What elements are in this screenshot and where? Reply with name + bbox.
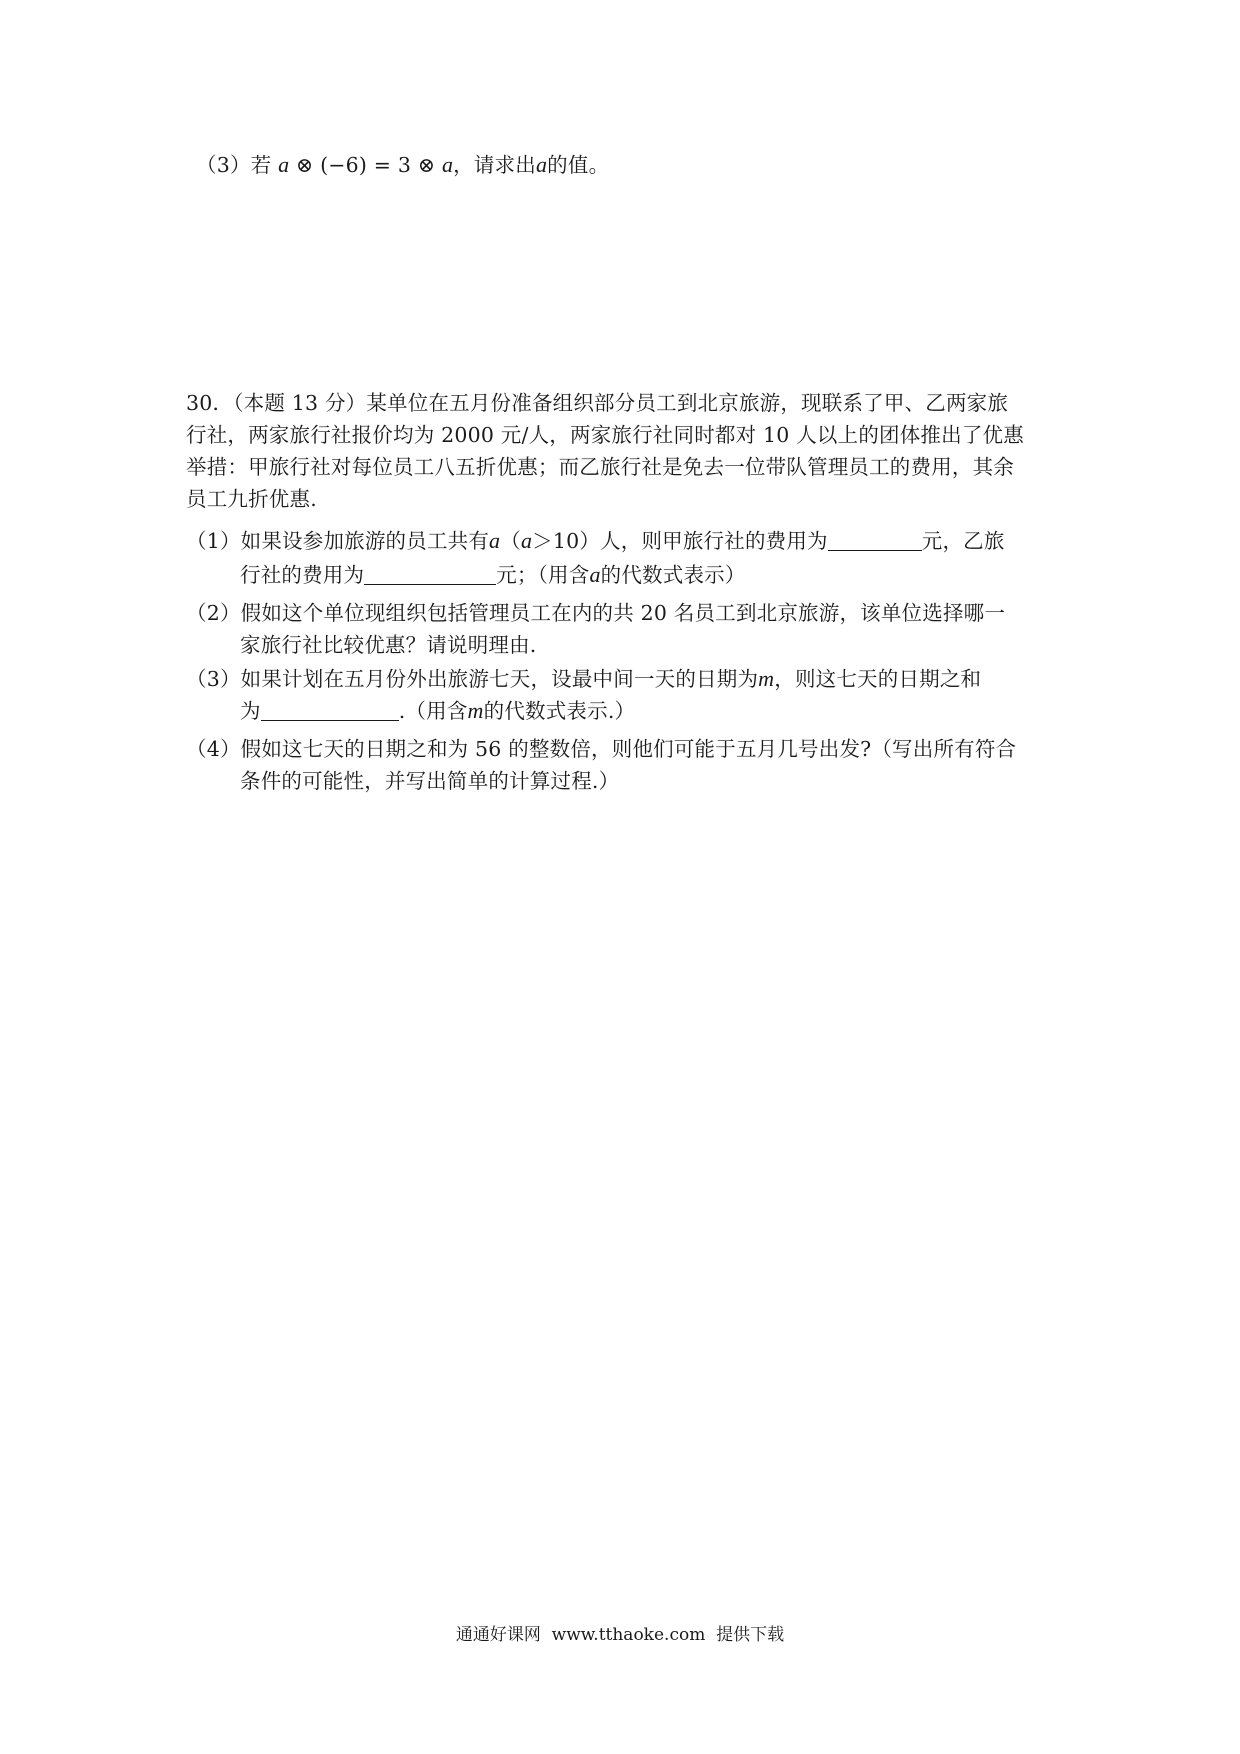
- q30-part1-text: ＞10）人，则甲旅行社的费用为: [532, 529, 828, 553]
- q30-intro-line-4: 员工九折优惠.: [186, 487, 317, 511]
- q30-part1-text: 元，乙旅: [921, 529, 1005, 553]
- q30-part1-line-2: [240, 560, 746, 590]
- q30-part2-line-2: 家旅行社比较优惠？请说明理由.: [240, 633, 537, 657]
- q30-part1-text: （1）如果设参加旅游的员工共有: [186, 529, 490, 553]
- q29-part3-lead: （3）若: [196, 153, 279, 177]
- var-a: a: [589, 562, 601, 587]
- answer-blank-date-sum[interactable]: [261, 700, 399, 721]
- page-footer: [0, 1622, 1240, 1648]
- footer-suffix: 提供下载: [716, 1625, 785, 1645]
- q30-part3-text: 为: [240, 699, 261, 723]
- var-a: a: [278, 152, 290, 177]
- var-m: m: [758, 666, 775, 691]
- q30-part3-text: .（用含: [398, 699, 468, 723]
- answer-blank-jia-cost[interactable]: [828, 530, 922, 551]
- var-a: a: [535, 152, 548, 177]
- q30-part1-text: 元；（用含: [496, 563, 590, 587]
- q30-intro-line-3: 举措：甲旅行社对每位员工八五折优惠；而乙旅行社是免去一位带队管理员工的费用，其余: [186, 455, 1014, 479]
- q30-intro-line-2: 行社，两家旅行社报价均为 2000 元/人，两家旅行社同时都对 10 人以上的团体推出了优惠: [186, 423, 1024, 447]
- var-m: m: [467, 698, 484, 723]
- q30-part3-line-2: [240, 696, 635, 726]
- q30-part3-text: ，则这七天的日期之和: [774, 667, 982, 691]
- answer-blank-yi-cost[interactable]: [364, 564, 496, 585]
- q30-part4-line-2: 条件的可能性，并写出简单的计算过程.）: [240, 769, 620, 793]
- var-a: a: [441, 152, 454, 177]
- q30-part3-text: 的代数式表示.）: [483, 699, 636, 723]
- var-a: a: [489, 528, 501, 553]
- q29-part3-tail: 的值。: [547, 153, 610, 177]
- footer-site-name: 通通好课网: [455, 1625, 541, 1645]
- q30-part4-line-1: （4）假如这七天的日期之和为 56 的整数倍，则他们可能于五月几号出发?（写出所有符合: [186, 737, 1017, 761]
- footer-url[interactable]: www.tthaoke.com: [551, 1625, 706, 1645]
- q30-part1-line-1: [186, 526, 1005, 556]
- q30-part3-line-1: [186, 664, 981, 694]
- q29-part3-expression: ⊗ (−6) = 3 ⊗: [289, 153, 442, 177]
- q30-part2-line-1: （2）假如这个单位现组织包括管理员工在内的共 20 名员工到北京旅游，该单位选择哪一: [186, 601, 1006, 625]
- q30-part3-text: （3）如果计划在五月份外出旅游七天，设最中间一天的日期为: [186, 667, 759, 691]
- q29-part3-mid: ，请求出: [453, 153, 536, 177]
- q29-part3: [196, 150, 609, 180]
- q30-part1-paren: （: [500, 529, 521, 553]
- var-a: a: [520, 528, 533, 553]
- q30-part1-text: 的代数式表示）: [600, 563, 746, 587]
- q30-intro-line-1: 30．（本题 13 分）某单位在五月份准备组织部分员工到北京旅游，现联系了甲、乙两家旅: [186, 391, 1009, 415]
- q30-part1-text: 行社的费用为: [240, 563, 365, 587]
